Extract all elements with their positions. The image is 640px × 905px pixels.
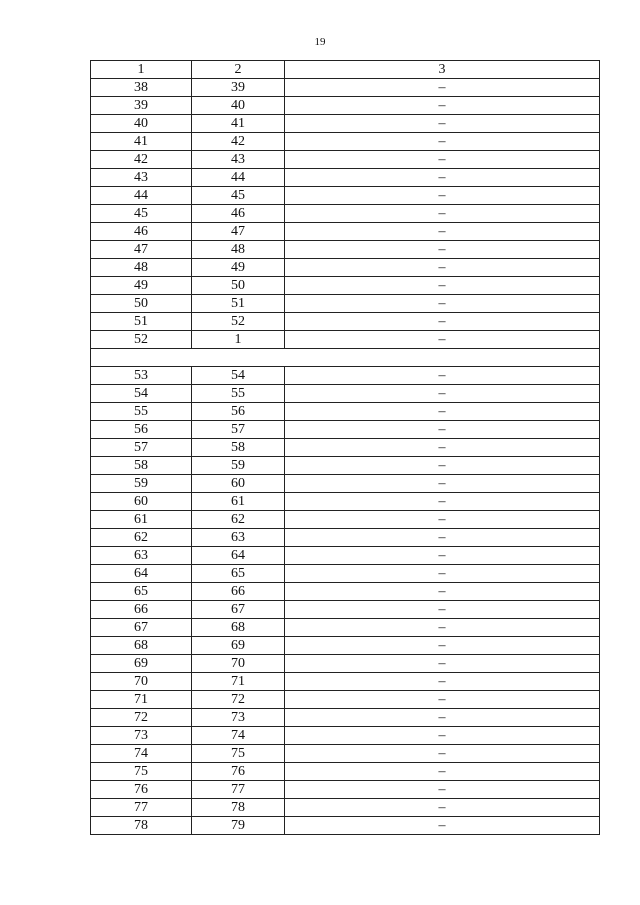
table-cell-col1: 54	[91, 385, 192, 403]
table-row	[91, 331, 600, 349]
table-cell-col2: 48	[192, 241, 285, 259]
table-cell-col2: 50	[192, 277, 285, 295]
table-cell-col1: 53	[91, 367, 192, 385]
table-cell-col2: 67	[192, 601, 285, 619]
table-cell-col1: 72	[91, 709, 192, 727]
table-cell-col3: –	[285, 529, 600, 547]
table-cell-col3: –	[285, 133, 600, 151]
table-cell-col1: 73	[91, 727, 192, 745]
table-cell-col1: 68	[91, 637, 192, 655]
table-cell-col1: 45	[91, 205, 192, 223]
table-cell-col1: 40	[91, 115, 192, 133]
table-cell-col1: 50	[91, 295, 192, 313]
table-cell-col3: –	[285, 511, 600, 529]
table-cell-col3: –	[285, 637, 600, 655]
table-cell-col3: –	[285, 799, 600, 817]
table-cell-col3: –	[285, 403, 600, 421]
table-row	[91, 421, 600, 439]
table-cell-col1: 38	[91, 79, 192, 97]
table-row	[91, 529, 600, 547]
table-cell-col1: 46	[91, 223, 192, 241]
table-cell-col2: 57	[192, 421, 285, 439]
table-cell-col2: 68	[192, 619, 285, 637]
table-cell-col2: 41	[192, 115, 285, 133]
table-row	[91, 241, 600, 259]
table-cell-col3: –	[285, 277, 600, 295]
table-cell-col1: 52	[91, 331, 192, 349]
table-cell-col3: –	[285, 223, 600, 241]
table-row	[91, 457, 600, 475]
table-row	[91, 79, 600, 97]
table-row	[91, 151, 600, 169]
table-cell-col3: –	[285, 619, 600, 637]
table-cell-col2: 79	[192, 817, 285, 835]
table-cell-col2: 65	[192, 565, 285, 583]
table-cell-col3: –	[285, 241, 600, 259]
table-row	[91, 727, 600, 745]
table-row	[91, 277, 600, 295]
table-cell-col3: –	[285, 205, 600, 223]
table-cell-col3: –	[285, 385, 600, 403]
table-cell-col1: 65	[91, 583, 192, 601]
header-row	[91, 61, 600, 79]
table-cell-col3: –	[285, 457, 600, 475]
table-cell-col2: 70	[192, 655, 285, 673]
table-cell-col3: –	[285, 583, 600, 601]
table-cell-col1: 63	[91, 547, 192, 565]
table-cell-col2: 62	[192, 511, 285, 529]
table-cell-col2: 74	[192, 727, 285, 745]
table-cell-col3: –	[285, 421, 600, 439]
table-row	[91, 709, 600, 727]
table-cell-col3: –	[285, 259, 600, 277]
table-cell-col3: –	[285, 115, 600, 133]
table-row	[91, 601, 600, 619]
table-cell-col2: 42	[192, 133, 285, 151]
table-cell-col1: 69	[91, 655, 192, 673]
table-cell-col2: 1	[192, 331, 285, 349]
table-cell-col3: –	[285, 493, 600, 511]
table-row	[91, 97, 600, 115]
table-cell-col1: 42	[91, 151, 192, 169]
table-cell-col2: 76	[192, 763, 285, 781]
table-cell-col2: 40	[192, 97, 285, 115]
table-cell-col3: –	[285, 475, 600, 493]
table-cell-col2: 59	[192, 457, 285, 475]
table-row	[91, 817, 600, 835]
table-row	[91, 691, 600, 709]
table-cell-col2: 47	[192, 223, 285, 241]
table-cell-col3: –	[285, 673, 600, 691]
group-separator-cell	[91, 349, 600, 367]
table-cell-col1: 76	[91, 781, 192, 799]
table-cell-col1: 43	[91, 169, 192, 187]
table-cell-col1: 56	[91, 421, 192, 439]
table-row	[91, 619, 600, 637]
table-cell-col1: 49	[91, 277, 192, 295]
table-cell-col1: 59	[91, 475, 192, 493]
table-body	[91, 61, 600, 835]
table-row	[91, 169, 600, 187]
table-cell-col1: 55	[91, 403, 192, 421]
table-row	[91, 475, 600, 493]
table-cell-col2: 72	[192, 691, 285, 709]
table-cell-col1: 62	[91, 529, 192, 547]
table-cell-col1: 64	[91, 565, 192, 583]
table-cell-col1: 74	[91, 745, 192, 763]
table-cell-col3: –	[285, 817, 600, 835]
table-cell-col3: –	[285, 313, 600, 331]
page-number: 19	[314, 36, 326, 48]
table-cell-col1: 58	[91, 457, 192, 475]
table-cell-col2: 77	[192, 781, 285, 799]
table-cell-col2: 75	[192, 745, 285, 763]
table-row	[91, 511, 600, 529]
table-cell-col2: 69	[192, 637, 285, 655]
table-row	[91, 133, 600, 151]
table-cell-col2: 61	[192, 493, 285, 511]
table-row	[91, 223, 600, 241]
table-cell-col3: –	[285, 79, 600, 97]
table-row	[91, 367, 600, 385]
table-cell-col1: 77	[91, 799, 192, 817]
table-cell-col3: –	[285, 709, 600, 727]
table-cell-col2: 52	[192, 313, 285, 331]
table-row	[91, 637, 600, 655]
table-cell-col2: 71	[192, 673, 285, 691]
table-cell-col2: 63	[192, 529, 285, 547]
table-cell-col2: 56	[192, 403, 285, 421]
table-cell-col2: 58	[192, 439, 285, 457]
table-row	[91, 259, 600, 277]
table-cell-col1: 70	[91, 673, 192, 691]
table-cell-col3: –	[285, 655, 600, 673]
table-row	[91, 439, 600, 457]
table-row	[91, 115, 600, 133]
table-cell-col3: –	[285, 745, 600, 763]
table-cell-col3: –	[285, 97, 600, 115]
table-cell-col2: 78	[192, 799, 285, 817]
table-row	[91, 745, 600, 763]
table-cell-col1: 60	[91, 493, 192, 511]
data-table	[90, 60, 600, 835]
table-cell-col1: 78	[91, 817, 192, 835]
table-cell-col3: –	[285, 169, 600, 187]
table-cell-col1: 39	[91, 97, 192, 115]
table-row	[91, 565, 600, 583]
table-row	[91, 187, 600, 205]
table-cell-col1: 44	[91, 187, 192, 205]
table-row	[91, 385, 600, 403]
table-cell-col3: –	[285, 547, 600, 565]
header-cell-2: 2	[192, 61, 285, 79]
table-cell-col3: –	[285, 367, 600, 385]
table-cell-col3: –	[285, 781, 600, 799]
header-cell-1: 1	[91, 61, 192, 79]
table-cell-col2: 46	[192, 205, 285, 223]
table-row	[91, 295, 600, 313]
table-cell-col3: –	[285, 727, 600, 745]
table-cell-col3: –	[285, 601, 600, 619]
table-row	[91, 493, 600, 511]
table-cell-col1: 47	[91, 241, 192, 259]
table-cell-col3: –	[285, 565, 600, 583]
table-row	[91, 547, 600, 565]
table-cell-col1: 48	[91, 259, 192, 277]
table-cell-col2: 49	[192, 259, 285, 277]
table-cell-col2: 73	[192, 709, 285, 727]
table-cell-col1: 71	[91, 691, 192, 709]
table-cell-col3: –	[285, 295, 600, 313]
table-row	[91, 313, 600, 331]
table-row	[91, 763, 600, 781]
table-cell-col1: 75	[91, 763, 192, 781]
table-cell-col1: 66	[91, 601, 192, 619]
table-cell-col2: 44	[192, 169, 285, 187]
table-cell-col1: 61	[91, 511, 192, 529]
table-row	[91, 673, 600, 691]
table-cell-col2: 64	[192, 547, 285, 565]
table-cell-col3: –	[285, 691, 600, 709]
table-cell-col1: 57	[91, 439, 192, 457]
group-separator-row	[91, 349, 600, 367]
table-cell-col2: 43	[192, 151, 285, 169]
table-cell-col3: –	[285, 151, 600, 169]
table-row	[91, 655, 600, 673]
table-cell-col3: –	[285, 187, 600, 205]
table-cell-col2: 66	[192, 583, 285, 601]
table-cell-col1: 67	[91, 619, 192, 637]
table-cell-col1: 41	[91, 133, 192, 151]
table-cell-col1: 51	[91, 313, 192, 331]
table-row	[91, 781, 600, 799]
table-row	[91, 583, 600, 601]
header-cell-3: 3	[285, 61, 600, 79]
table-cell-col2: 55	[192, 385, 285, 403]
table-cell-col2: 51	[192, 295, 285, 313]
table-cell-col3: –	[285, 439, 600, 457]
table-cell-col2: 45	[192, 187, 285, 205]
table-cell-col2: 54	[192, 367, 285, 385]
table-row	[91, 205, 600, 223]
table-cell-col2: 60	[192, 475, 285, 493]
table-cell-col3: –	[285, 763, 600, 781]
table-row	[91, 403, 600, 421]
table-row	[91, 799, 600, 817]
table-cell-col2: 39	[192, 79, 285, 97]
table-cell-col3: –	[285, 331, 600, 349]
